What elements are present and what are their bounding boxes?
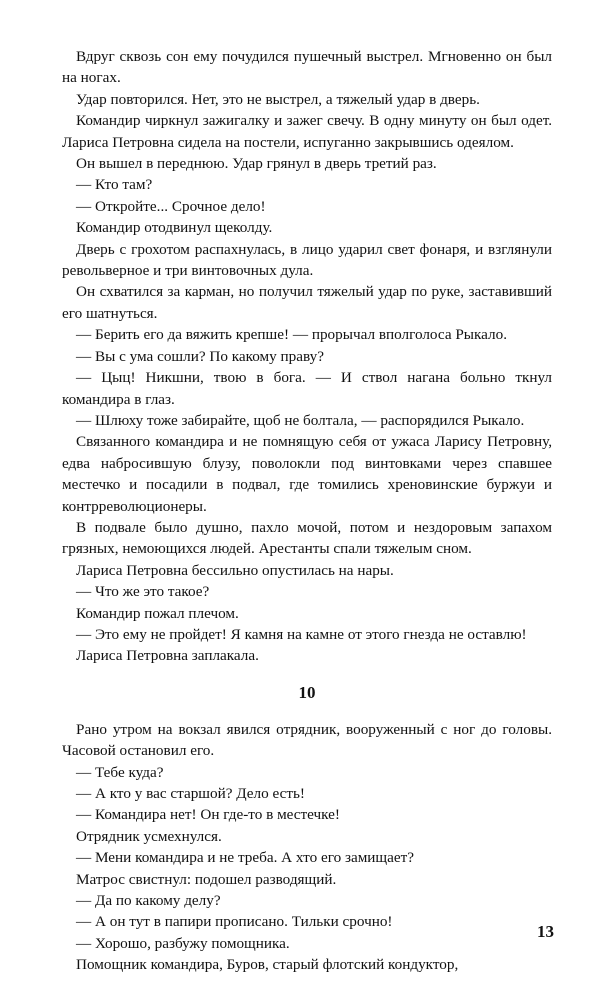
- dialogue-line: — Берить его да вяжить крепше! — прорычал вполголоса Рыкало.: [76, 326, 508, 344]
- paragraph: Помощник командира, Буров, старый флотский кондуктор,: [76, 956, 459, 974]
- dialogue-line: — Кто там?: [76, 176, 153, 194]
- paragraph: Дверь с грохотом распахнулась, в лицо ударил свет фонаря, и взглянули револьверное и три винтовочных дула.: [62, 240, 552, 280]
- dialogue-line: — Это ему не пройдет! Я камня на камне от этого гнезда не оставлю!: [76, 625, 527, 643]
- dialogue-line: — Мени командира и не треба. А хто его замищает?: [76, 849, 414, 867]
- dialogue-line: — Откройте... Срочное дело!: [76, 197, 266, 215]
- dialogue-line: — Шлюху тоже забирайте, щоб не болтала, — распорядился Рыкало.: [76, 411, 525, 429]
- paragraph: Он вышел в переднюю. Удар грянул в дверь третий раз.: [76, 155, 437, 173]
- paragraph: Командир пожал плечом.: [76, 604, 239, 622]
- chapter-heading: 10: [298, 682, 316, 702]
- paragraph: Удар повторился. Нет, это не выстрел, а тяжелый удар в дверь.: [76, 90, 480, 108]
- dialogue-line: — Вы с ума сошли? По какому праву?: [76, 347, 324, 365]
- paragraph: Вдруг сквозь сон ему почудился пушечный выстрел. Мгновенно он был на ногах.: [62, 48, 552, 87]
- paragraph: Рано утром на вокзал явился отрядник, вооруженный с ног до головы. Часовой остановил его.: [62, 720, 552, 760]
- paragraph: В подвале было душно, пахло мочой, потом и нездоровым запахом грязных, немоющихся людей. Арестанты спали тяжелым сном.: [62, 518, 552, 558]
- paragraph: Матрос свистнул: подошел разводящий.: [76, 870, 337, 888]
- dialogue-line: — Цыц! Никшни, твою в бога. — И ствол нагана больно ткнул командира в глаз.: [62, 369, 552, 408]
- paragraph: Командир отодвинул щеколду.: [76, 219, 273, 237]
- paragraph: Лариса Петровна заплакала.: [76, 647, 259, 665]
- dialogue-line: — Командира нет! Он где-то в местечке!: [76, 806, 340, 824]
- page-text: [62, 46, 552, 976]
- paragraph: Командир чиркнул зажигалку и зажег свечу. В одну минуту он был одет. Лариса Петровна сидела на постели, испуганно закрывшись одеялом.: [62, 112, 552, 151]
- page-number: 13: [537, 922, 554, 941]
- dialogue-line: — Тебе куда?: [76, 763, 164, 781]
- dialogue-line: — Да по какому делу?: [76, 892, 221, 910]
- paragraph: Отрядник усмехнулся.: [76, 827, 222, 845]
- paragraph: Лариса Петровна бессильно опустилась на нары.: [76, 561, 394, 579]
- dialogue-line: — Что же это такое?: [76, 583, 210, 601]
- dialogue-line: — А кто у вас старшой? Дело есть!: [76, 785, 305, 802]
- dialogue-line: — Хорошо, разбужу помощника.: [76, 934, 290, 952]
- paragraph: Связанного командира и не помнящую себя от ужаса Ларису Петровну, едва набросившую блузу, поволокли под винтовками через спавшее местечко и посадили в подвал, где томились хреновинские буржуи и контрреволюционеры.: [62, 433, 552, 515]
- dialogue-line: — А он тут в папири прописано. Тильки срочно!: [76, 913, 393, 931]
- paragraph: Он схватился за карман, но получил тяжелый удар по руке, заставивший его шатнуться.: [62, 283, 552, 322]
